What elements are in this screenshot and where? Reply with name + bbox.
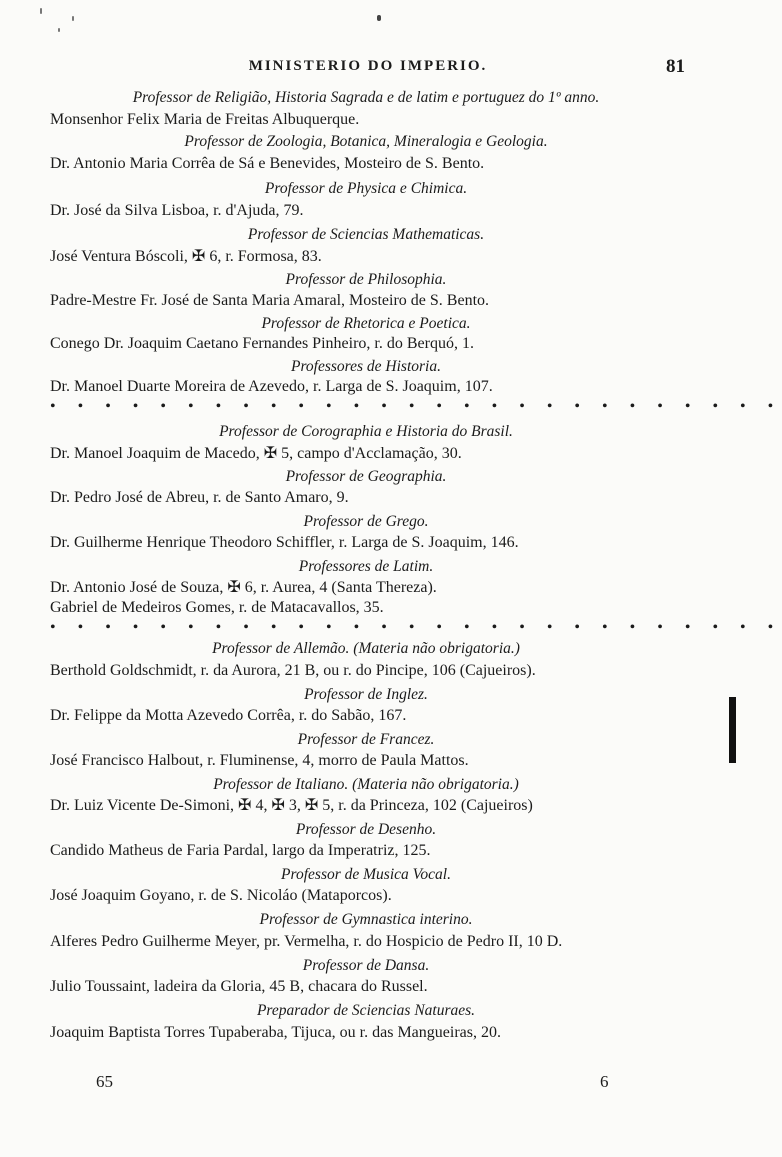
ink-blot xyxy=(377,15,381,21)
section-heading: Professor de Corographia e Historia do Brasil. xyxy=(219,423,513,440)
section-heading: Professores de Historia. xyxy=(291,358,441,375)
section-heading: Professor de Musica Vocal. xyxy=(281,866,451,883)
paper-speck xyxy=(58,28,60,32)
section-heading: Professor de Italiano. (Materia não obrigatoria.) xyxy=(213,776,519,793)
entry-line: Padre-Mestre Fr. José de Santa Maria Amaral, Mosteiro de S. Bento. xyxy=(50,292,490,309)
signature-mark-left: 65 xyxy=(96,1072,113,1091)
entry-line: Dr. Antonio José de Souza, ✠ 6, r. Aurea, 4 (Santa Thereza). xyxy=(50,579,437,596)
section-heading: Professor de Grego. xyxy=(303,513,429,530)
entry-line xyxy=(50,1057,682,1080)
entry-line: Monsenhor Felix Maria de Freitas Albuquerque. xyxy=(50,111,360,128)
entry-line: Dr. Pedro José de Abreu, r. de Santo Amaro, 9. xyxy=(50,489,349,506)
section-heading: Professor de Desenho. xyxy=(295,821,437,838)
running-header: MINISTERIO DO IMPERIO. xyxy=(248,58,488,74)
entry-line: Gabriel de Medeiros Gomes, r. de Matacavallos, 35. xyxy=(50,599,384,616)
section-heading: Professor de Gymnastica interino. xyxy=(259,911,473,928)
section-heading: Professor de Dansa. xyxy=(302,957,430,974)
section-heading: Professor de Physica e Chimica. xyxy=(264,180,468,197)
paper-speck xyxy=(72,16,74,21)
section-heading: Professores de Latim. xyxy=(298,558,434,575)
entry-line: Dr. José da Silva Lisboa, r. d'Ajuda, 79. xyxy=(50,202,304,219)
paper-speck xyxy=(40,8,42,14)
entry-line: Joaquim Baptista Torres Tupaberaba, Tijuca, ou r. das Mangueiras, 20. xyxy=(50,1024,501,1041)
entry-line: Dr. Felippe da Motta Azevedo Corrêa, r. do Sabão, 167. xyxy=(50,707,407,724)
section-heading: Professor de Rhetorica e Poetica. xyxy=(261,315,471,332)
section-heading: Professor de Religião, Historia Sagrada e de latim e portuguez do 1º anno. xyxy=(132,89,600,106)
entry-line: José Ventura Bóscoli, ✠ 6, r. Formosa, 83. xyxy=(50,248,322,265)
entry-line: José Francisco Halbout, r. Fluminense, 4, morro de Paula Mattos. xyxy=(50,752,469,769)
entry-line: Berthold Goldschmidt, r. da Aurora, 21 B, ou r. do Pincipe, 106 (Cajueiros). xyxy=(50,662,536,679)
section-heading: Professor de Sciencias Mathematicas. xyxy=(247,226,485,243)
entry-line: Dr. Manoel Duarte Moreira de Azevedo, r. Larga de S. Joaquim, 107. xyxy=(50,378,493,395)
signature-mark-right: 6 xyxy=(600,1072,609,1091)
section-heading: Professor de Inglez. xyxy=(304,686,428,703)
section-heading: Professor de Philosophia. xyxy=(285,271,447,288)
section-heading: Preparador de Sciencias Naturaes. xyxy=(256,1002,476,1019)
section-heading: Professor de Allemão. (Materia não obrigatoria.) xyxy=(212,640,520,657)
entry-line: Dr. Manoel Joaquim de Macedo, ✠ 5, campo d'Acclamação, 30. xyxy=(50,445,462,462)
section-heading: Professor de Zoologia, Botanica, Mineralogia e Geologia. xyxy=(184,133,548,150)
page-number: 81 xyxy=(666,56,685,77)
section-heading: Professor de Francez. xyxy=(297,731,435,748)
entry-line: José Joaquim Goyano, r. de S. Nicoláo (Mataporcos). xyxy=(50,887,392,904)
entry-line: Alferes Pedro Guilherme Meyer, pr. Vermelha, r. do Hospicio de Pedro II, 10 D. xyxy=(50,933,563,950)
section-heading: Professor de Geographia. xyxy=(285,468,447,485)
omission-dots: • • • • • • • • • • • • • • • • • • • • • • • • • • • xyxy=(50,619,782,636)
entry-line: Conego Dr. Joaquim Caetano Fernandes Pinheiro, r. do Berquó, 1. xyxy=(50,335,474,352)
entry-line: Dr. Guilherme Henrique Theodoro Schiffler, r. Larga de S. Joaquim, 146. xyxy=(50,534,519,551)
omission-dots: • • • • • • • • • • • • • • • • • • • • • • • • • • • xyxy=(50,398,782,415)
entry-line: Julio Toussaint, ladeira da Gloria, 45 B, chacara do Russel. xyxy=(50,978,428,995)
entry-line: Dr. Luiz Vicente De-Simoni, ✠ 4, ✠ 3, ✠ 5, r. da Princeza, 102 (Cajueiros) xyxy=(50,797,533,814)
entry-line: Dr. Antonio Maria Corrêa de Sá e Benevides, Mosteiro de S. Bento. xyxy=(50,155,485,172)
entry-line: Candido Matheus de Faria Pardal, largo da Imperatriz, 125. xyxy=(50,842,431,859)
margin-edge-mark xyxy=(729,697,736,763)
